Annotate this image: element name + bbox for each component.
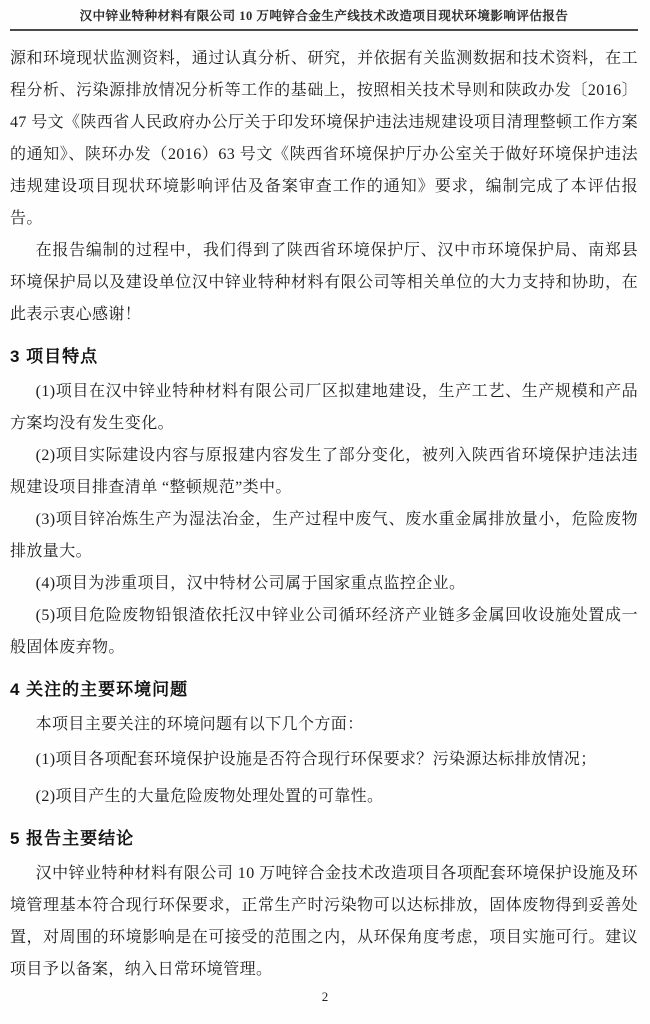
section-heading-4: 4 关注的主要环境问题	[10, 680, 189, 699]
section-heading-5: 5 报告主要结论	[10, 829, 135, 848]
running-header	[10, 6, 638, 31]
paragraph-acknowledgement: 在报告编制的过程中，我们得到了陕西省环境保护厅、汉中市环境保护局、南郑县环境保护局以及建设单位汉中锌业特种材料有限公司等相关单位的大力支持和协助，在此表示衷心感谢！	[10, 242, 638, 323]
section3-item-2: (2)项目实际建设内容与原报建内容发生了部分变化，被列入陕西省环境保护违法违规建设项目排查清单 “整顿规范”类中。	[10, 447, 638, 496]
section3-item-3: (3)项目锌冶炼生产为湿法冶金，生产过程中废气、废水重金属排放量小，危险废物排放量大。	[10, 511, 638, 560]
section4-item-2: (2)项目产生的大量危险废物处理处置的可靠性。	[35, 788, 384, 805]
running-header-title: 汉中锌业特种材料有限公司 10 万吨锌合金生产线技术改造项目现状环境影响评估报告	[79, 9, 569, 23]
page-footer	[0, 988, 650, 1006]
section3-item-5: (5)项目危险废物铅银渣依托汉中锌业公司循环经济产业链多金属回收设施处置成一般固体废弃物。	[10, 607, 638, 656]
section-heading-3: 3 项目特点	[10, 347, 99, 366]
document-body	[10, 43, 638, 986]
section5-conclusion-paragraph: 汉中锌业特种材料有限公司 10 万吨锌合金技术改造项目各项配套环境保护设施及环境管理基本符合现行环保要求，正常生产时污染物可以达标排放，固体废物得到妥善处置，对周围的环境影响是在可接受的范围之内，从环保角度考虑，项目实施可行。建议项目予以备案，纳入日常环境管理。	[10, 865, 638, 978]
page-number: 2	[321, 989, 329, 1004]
section4-intro: 本项目主要关注的环境问题有以下几个方面：	[35, 716, 364, 733]
section3-item-1: (1)项目在汉中锌业特种材料有限公司厂区拟建地建设，生产工艺、生产规模和产品方案均没有发生变化。	[10, 383, 638, 432]
section3-item-4: (4)项目为涉重项目，汉中特材公司属于国家重点监控企业。	[35, 575, 466, 592]
paragraph-continuation: 源和环境现状监测资料，通过认真分析、研究，并依据有关监测数据和技术资料，在工程分析、污染源排放情况分析等工作的基础上，按照相关技术导则和陕政办发〔2016〕47 号文《陕西省人民政府办公厅关于印发环境保护违法违规建设项目清理整顿工作方案的通知》、陕环办发（2016）63 号文《陕西省环境保护厅办公室关于做好环境保护违法违规建设项目现状环境影响评估及备案审查工作的通知》要求，编制完成了本评估报告。	[10, 50, 639, 227]
section4-item-1: (1)项目各项配套环境保护设施是否符合现行环保要求？污染源达标排放情况；	[35, 751, 597, 768]
